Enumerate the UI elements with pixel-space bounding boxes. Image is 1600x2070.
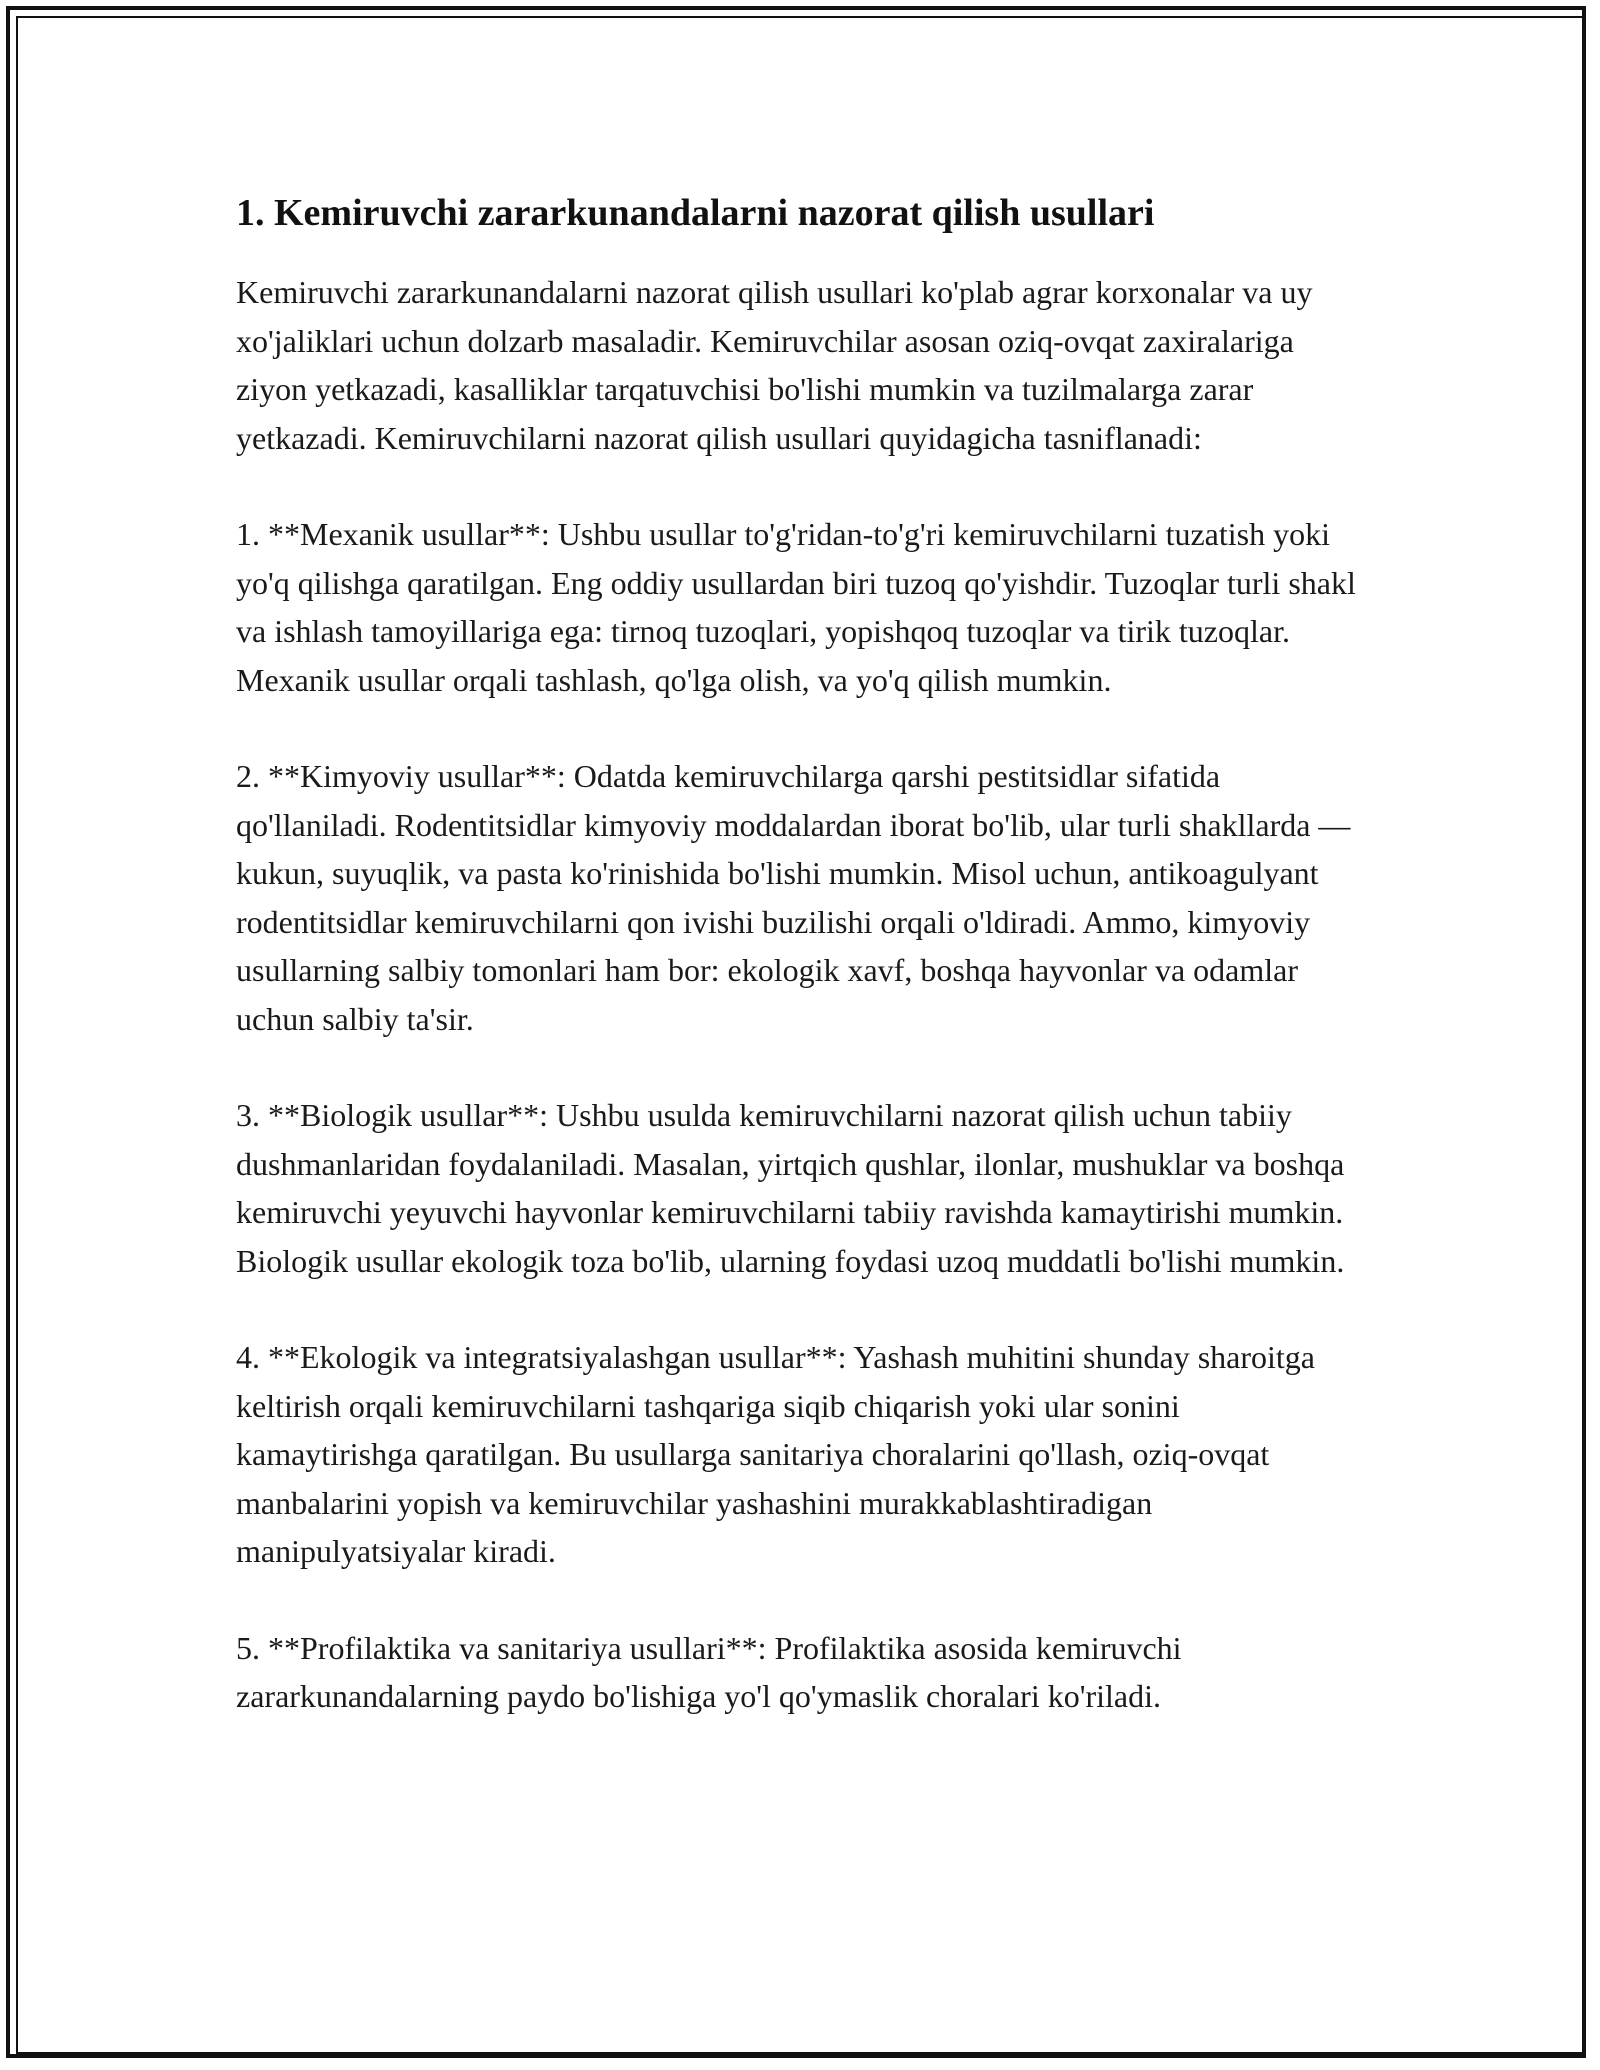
document-title: 1. Kemiruvchi zararkunandalarni nazorat qilish usullari: [236, 192, 1155, 234]
intro-paragraph: Kemiruvchi zararkunandalarni nazorat qilish usullari ko'plab agrar korxonalar va uy xo'jaliklari uchun dolzarb masaladir. Kemiruvchilar asosan oziq-ovqat zaxiralariga ziyon yetkazadi, kasalliklar tarqatuvchisi bo'lishi mumkin va tuzilmalarga zarar yetkazadi. Kemiruvchilarni nazorat qilish usullari quyidagicha tasniflanadi:: [236, 274, 1313, 456]
paragraph-chemical-methods: 2. **Kimyoviy usullar**: Odatda kemiruvchilarga qarshi pestitsidlar sifatida qo'llaniladi. Rodentitsidlar kimyoviy moddalardan iborat bo'lib, ular turli shakllarda — kukun, suyuqlik, va pasta ko'rinishida bo'lishi mumkin. Misol uchun, antikoagulyant rodentitsidlar kemiruvchilarni qon ivishi buzilishi orqali o'ldiradi. Ammo, kimyoviy usullarning salbiy tomonlari ham bor: ekologik xavf, boshqa hayvonlar va odamlar uchun salbiy ta'sir.: [236, 758, 1351, 1037]
paragraph-biological-methods: 3. **Biologik usullar**: Ushbu usulda kemiruvchilarni nazorat qilish uchun tabiiy dushmanlaridan foydalaniladi. Masalan, yirtqich qushlar, ilonlar, mushuklar va boshqa kemiruvchi yeyuvchi hayvonlar kemiruvchilarni tabiiy ravishda kamaytirishi mumkin. Biologik usullar ekologik toza bo'lib, ularning foydasi uzoq muddatli bo'lishi mumkin.: [236, 1097, 1345, 1279]
paragraph-prevention-methods: 5. **Profilaktika va sanitariya usullari**: Profilaktika asosida kemiruvchi zararkunandalarning paydo bo'lishiga yo'l qo'ymaslik choralari ko'riladi.: [236, 1629, 1182, 1714]
paragraph-mechanical-methods: 1. **Mexanik usullar**: Ushbu usullar to'g'ridan-to'g'ri kemiruvchilarni tuzatish yoki yo'q qilishga qaratilgan. Eng oddiy usullardan biri tuzoq qo'yishdir. Tuzoqlar turli shakl va ishlash tamoyillariga ega: tirnoq tuzoqlari, yopishqoq tuzoqlar va tirik tuzoqlar. Mexanik usullar orqali tashlash, qo'lga olish, va yo'q qilish mumkin.: [236, 516, 1356, 698]
paragraph-ecological-methods: 4. **Ekologik va integratsiyalashgan usullar**: Yashash muhitini shunday sharoitga keltirish orqali kemiruvchilarni tashqariga siqib chiqarish yoki ular sonini kamaytirishga qaratilgan. Bu usullarga sanitariya choralarini qo'llash, oziq-ovqat manbalarini yopish va kemiruvchilar yashashini murakkablashtiradigan manipulyatsiyalar kiradi.: [236, 1339, 1315, 1569]
document-body: [236, 186, 1366, 1769]
